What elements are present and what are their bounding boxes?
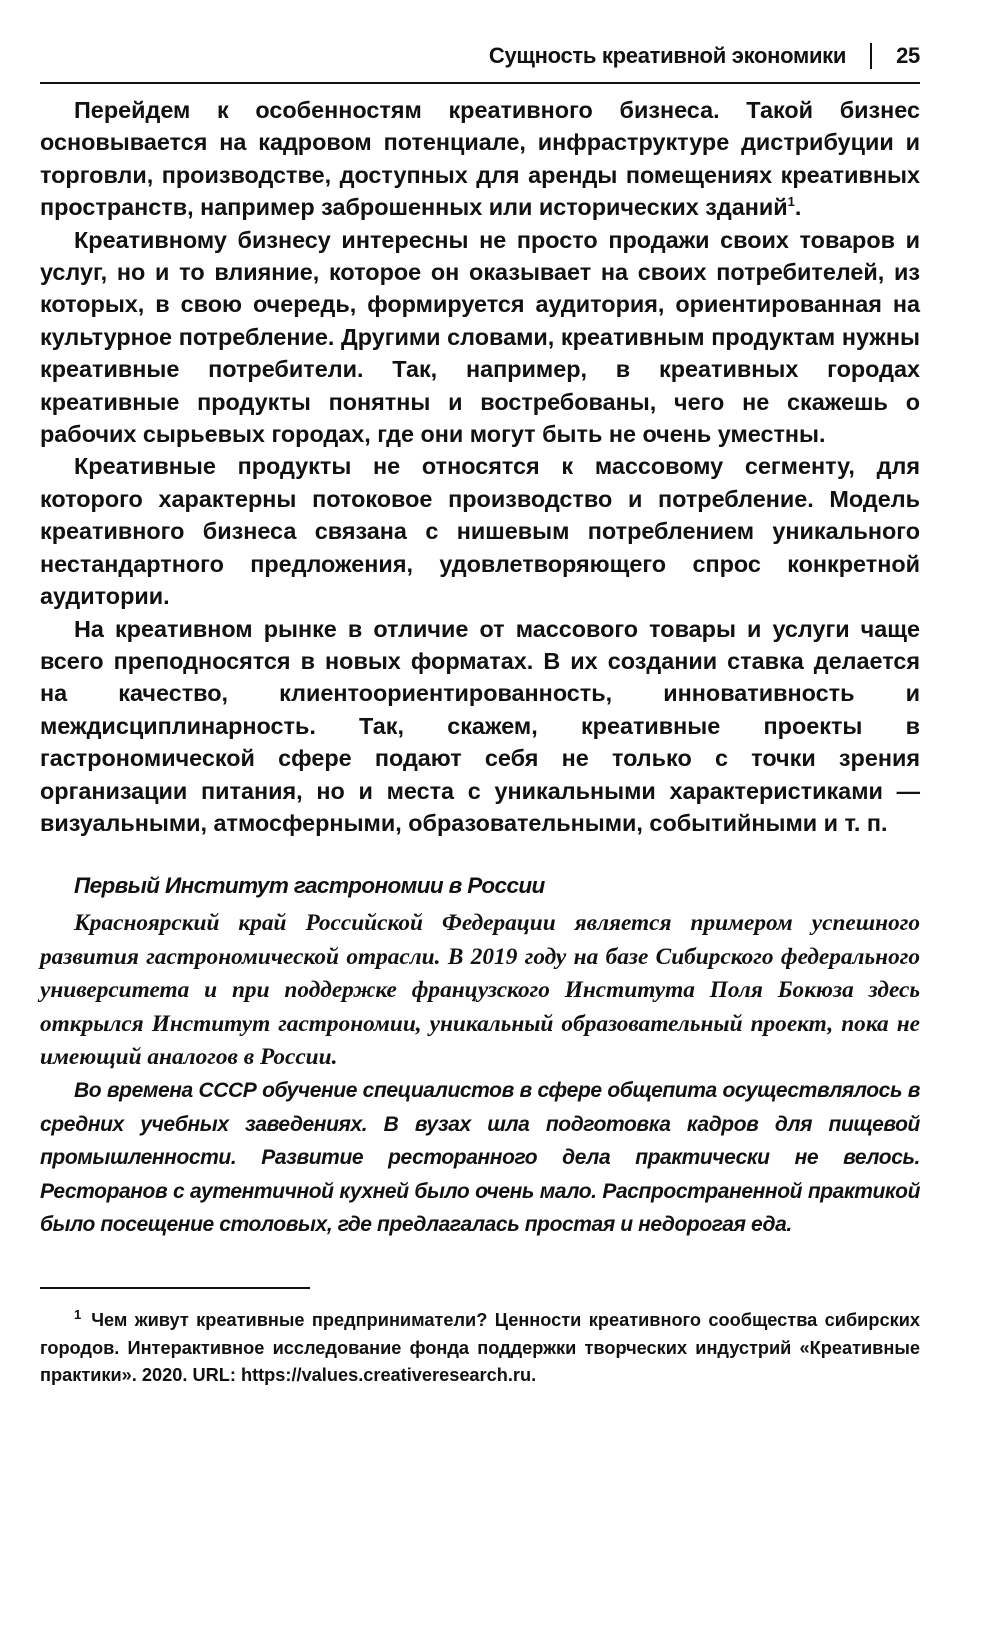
- case-study-paragraph-2: Во времена СССР обучение специалистов в сфере общепита осуществлялось в средних учебных заведениях. В вузах шла подготовка кадров для пищевой промышленности. Развитие ресторанного дела практически не велось. Ресторанов с аутентичной кухней было очень мало. Распространенной практикой было посещение столовых, где предлагалась простая и недорогая еда.: [40, 1079, 920, 1236]
- footnote-text: Чем живут креативные предприниматели? Ценности креативного сообщества сибирских городов. Интерактивное исследование фонда поддержки творческих индустрий «Креативные практики». 2020. URL: https://values.creativeresearch.ru.: [40, 1310, 920, 1386]
- paragraph-1: [40, 94, 920, 224]
- footnote-mark: 1: [74, 1307, 82, 1323]
- book-page: [40, 30, 920, 1390]
- page-number: 25: [896, 43, 920, 68]
- chapter-title: Сущность креативной экономики: [488, 43, 847, 68]
- paragraph-2: Креативному бизнесу интересны не просто продажи своих товаров и услуг, но и то влияние, которое он оказывает на своих потребителей, из которых, в свою очередь, формируется аудитория, ориентированная на культурное потребление. Другими словами, креативным продуктам нужны креативные потребители. Так, например, в креативных городах креативные продукты понятны и востребованы, чего не скажешь о рабочих сырьевых городах, где они могут быть не очень уместны.: [40, 226, 920, 448]
- main-text: [40, 94, 920, 839]
- paragraph-1-text: Перейдем к особенностям креативного бизнеса. Такой бизнес основывается на кадровом потенциале, инфраструктуре дистрибуции и торговли, производстве, доступных для аренды помещениях креативных пространств, например заброшенных или исторических зданий: [40, 97, 920, 221]
- header-separator: [870, 43, 872, 69]
- paragraph-3: Креативные продукты не относятся к массовому сегменту, для которого характерны потоковое производство и потребление. Модель креативного бизнеса связана с нишевым потреблением уникального нестандартного предложения, удовлетворяющего спрос конкретной аудитории.: [40, 453, 920, 610]
- running-header: [40, 30, 920, 84]
- paragraph-4: На креативном рынке в отличие от массового товары и услуги чаще всего преподносятся в новых форматах. В их создании ставка делается на качество, клиентоориентированность, инновативность и междисциплинарность. Так, скажем, креативные проекты в гастрономической сфере подают себя не только с точки зрения организации питания, но и места с уникальными характеристиками — визуальными, атмосферными, образовательными, событийными и т. п.: [40, 615, 920, 836]
- case-study-text: [40, 907, 920, 1241]
- footnote-divider: [40, 1287, 310, 1289]
- case-study-paragraph-1: Красноярский край Российской Федерации является примером успешного развития гастрономической отрасли. В 2019 году на базе Сибирского федерального университета и при поддержке французского Института Поля Бокюза здесь открылся Институт гастрономии, уникальный образовательный проект, пока не имеющий аналогов в России.: [40, 910, 920, 1070]
- paragraph-1-end: .: [794, 194, 802, 221]
- footnote-ref-1: 1: [787, 194, 795, 210]
- footnote: [40, 1307, 920, 1390]
- case-study-title: Первый Институт гастрономии в России: [74, 873, 545, 899]
